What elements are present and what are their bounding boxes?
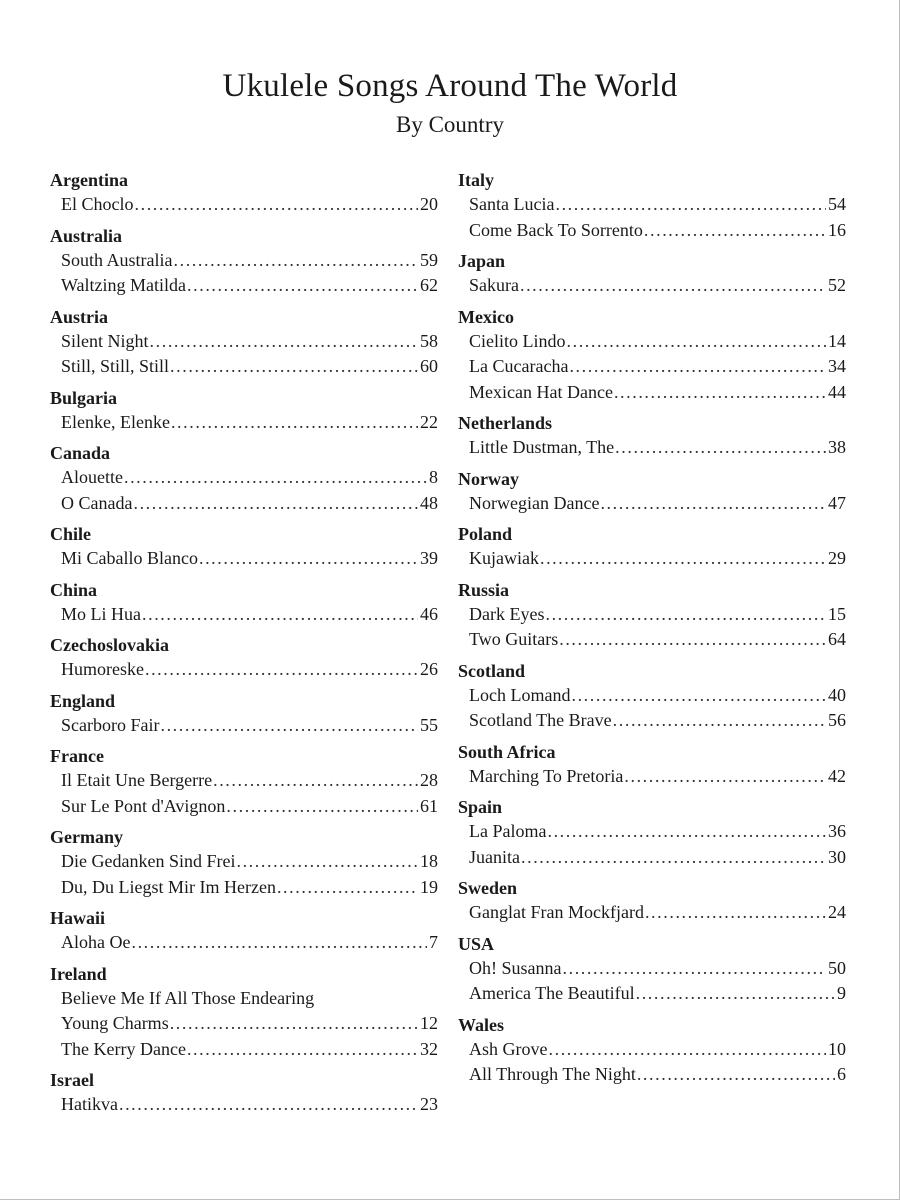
country-group <box>50 522 438 572</box>
dot-leader <box>170 1011 418 1037</box>
dot-leader <box>160 713 418 739</box>
song-title: Ash Grove <box>469 1038 548 1059</box>
dot-leader <box>540 546 826 572</box>
dot-leader <box>236 849 418 875</box>
song-entry <box>50 354 438 380</box>
song-title: Hatikva <box>61 1094 118 1114</box>
song-entry <box>50 465 438 491</box>
song-title: All Through The Night <box>469 1064 636 1084</box>
song-entry <box>50 248 438 274</box>
song-title-line <box>50 986 438 1012</box>
song-title: The Kerry Dance <box>61 1038 186 1059</box>
page-number: 54 <box>828 194 846 214</box>
song-title: Juanita <box>469 846 520 867</box>
dot-leader <box>559 627 826 653</box>
country-group <box>50 386 438 436</box>
dot-leader <box>624 764 826 790</box>
country-group <box>50 578 438 628</box>
song-entry <box>458 273 846 299</box>
country-heading: Norway <box>458 468 519 489</box>
page-number: 39 <box>420 548 438 568</box>
country-heading: Austria <box>50 306 108 327</box>
song-title: Mo Li Hua <box>61 603 141 624</box>
country-heading: Ireland <box>50 963 107 984</box>
country-group <box>458 168 846 243</box>
page-number: 42 <box>828 765 846 786</box>
song-title: La Paloma <box>469 821 547 841</box>
page-number: 52 <box>828 275 846 295</box>
song-title: Cielito Lindo <box>469 330 566 351</box>
song-entry <box>458 546 846 572</box>
page-number: 16 <box>828 219 846 240</box>
country-heading: Spain <box>458 797 503 817</box>
song-entry <box>458 627 846 653</box>
song-entry <box>50 410 438 436</box>
dot-leader <box>645 900 826 926</box>
page-number: 48 <box>420 492 438 513</box>
song-title: Marching To Pretoria <box>469 765 624 786</box>
song-title: Du, Du Liegst Mir Im Herzen <box>61 876 276 897</box>
country-group <box>458 578 846 653</box>
song-title: Die Gedanken Sind Frei <box>61 851 236 871</box>
page-number: 8 <box>429 467 438 487</box>
page-number: 44 <box>828 381 846 402</box>
country-heading: Argentina <box>50 170 128 190</box>
dot-leader <box>145 657 418 683</box>
song-title: Ganglat Fran Mockfjard <box>469 902 644 922</box>
song-title: Humoreske <box>61 659 144 679</box>
page-number: 14 <box>828 330 846 351</box>
page-number: 50 <box>828 957 846 978</box>
page-number: 9 <box>837 983 846 1003</box>
song-entry <box>458 845 846 871</box>
song-entry <box>50 849 438 875</box>
page-number: 7 <box>429 932 438 952</box>
song-entry <box>458 819 846 845</box>
song-title: America The Beautiful <box>469 983 635 1003</box>
country-group <box>458 467 846 517</box>
song-title: Loch Lomand <box>469 684 571 705</box>
song-entry <box>50 192 438 218</box>
country-group <box>458 932 846 1007</box>
song-entry <box>458 329 846 355</box>
page-number: 24 <box>828 902 846 922</box>
country-group <box>50 168 438 218</box>
page-title: Ukulele Songs Around The World <box>222 68 678 104</box>
country-heading: Italy <box>458 170 494 190</box>
country-heading: USA <box>458 933 495 954</box>
page-number: 28 <box>420 770 438 790</box>
index-column-right <box>458 168 846 1094</box>
dot-leader <box>569 354 826 380</box>
song-entry <box>458 1037 846 1063</box>
song-title: O Canada <box>61 492 133 513</box>
song-title: South Australia <box>61 249 173 270</box>
song-title: El Choclo <box>61 194 134 214</box>
song-title: Still, Still, Still <box>61 356 170 376</box>
page-number: 61 <box>420 795 438 816</box>
page-number: 60 <box>420 356 438 376</box>
song-entry <box>50 875 438 901</box>
song-title: Come Back To Sorrento <box>469 219 643 240</box>
dot-leader <box>187 273 418 299</box>
country-heading: Canada <box>50 443 111 463</box>
song-title: Elenke, Elenke <box>61 411 170 432</box>
dot-leader <box>187 1037 418 1063</box>
page-number: 55 <box>420 714 438 735</box>
dot-leader <box>567 329 827 355</box>
song-title: Waltzing Matilda <box>61 275 187 295</box>
dot-leader <box>636 981 835 1007</box>
country-group <box>50 825 438 900</box>
page-number: 12 <box>420 1013 438 1033</box>
song-entry <box>458 764 846 790</box>
dot-leader <box>614 380 826 406</box>
song-entry <box>458 1062 846 1088</box>
page-number: 22 <box>420 411 438 432</box>
country-heading: Russia <box>458 579 510 600</box>
dot-leader <box>226 794 418 820</box>
dot-leader <box>547 819 826 845</box>
country-heading: Bulgaria <box>50 387 118 408</box>
song-entry <box>50 1092 438 1118</box>
page-number: 38 <box>828 437 846 457</box>
country-heading: Czechoslovakia <box>50 635 169 655</box>
song-title: Scotland The Brave <box>469 710 612 730</box>
page-number: 19 <box>420 876 438 897</box>
dot-leader <box>545 602 826 628</box>
country-group <box>458 795 846 870</box>
page-number: 56 <box>828 710 846 730</box>
country-group <box>50 689 438 739</box>
country-heading: China <box>50 579 98 600</box>
song-entry <box>458 981 846 1007</box>
country-heading: Hawaii <box>50 908 106 928</box>
country-heading: Scotland <box>458 660 526 681</box>
country-heading: Poland <box>458 524 513 544</box>
song-title: Oh! Susanna <box>469 957 562 978</box>
song-title: Silent Night <box>61 330 149 351</box>
page-number: 18 <box>420 851 438 871</box>
song-entry <box>458 354 846 380</box>
song-entry <box>458 192 846 218</box>
country-heading: Wales <box>458 1014 505 1035</box>
dot-leader <box>170 354 418 380</box>
dot-leader <box>119 1092 418 1118</box>
country-heading: England <box>50 690 116 711</box>
country-group <box>458 740 846 790</box>
song-entry <box>50 768 438 794</box>
country-group <box>50 633 438 683</box>
country-group <box>50 962 438 1063</box>
song-entry <box>458 602 846 628</box>
page-number: 32 <box>420 1038 438 1059</box>
page-number: 10 <box>828 1038 846 1059</box>
song-entry <box>50 491 438 517</box>
song-entry <box>458 435 846 461</box>
country-heading: Australia <box>50 225 122 246</box>
song-entry <box>458 491 846 517</box>
song-entry <box>50 602 438 628</box>
dot-leader <box>142 602 418 628</box>
country-heading: Israel <box>50 1070 94 1090</box>
country-heading: Germany <box>50 827 123 847</box>
country-group <box>458 249 846 299</box>
song-entry <box>458 900 846 926</box>
song-title: Kujawiak <box>469 548 539 568</box>
song-entry <box>50 930 438 956</box>
song-entry <box>458 683 846 709</box>
dot-leader <box>563 956 827 982</box>
country-group <box>50 305 438 380</box>
country-group <box>50 1068 438 1118</box>
song-entry <box>458 956 846 982</box>
dot-leader <box>133 491 418 517</box>
dot-leader <box>555 192 826 218</box>
song-entry <box>458 708 846 734</box>
song-title: Dark Eyes <box>469 603 545 624</box>
index-column-left <box>50 168 438 1124</box>
page-number: 59 <box>420 249 438 270</box>
page-number: 20 <box>420 194 438 214</box>
country-group <box>50 744 438 819</box>
page-number: 30 <box>828 846 846 867</box>
page-number: 29 <box>828 548 846 568</box>
country-group <box>458 305 846 406</box>
country-group <box>50 906 438 956</box>
dot-leader <box>277 875 418 901</box>
song-title: Santa Lucia <box>469 194 555 214</box>
dot-leader <box>135 192 419 218</box>
song-entry <box>50 1011 438 1037</box>
page-number: 15 <box>828 603 846 624</box>
dot-leader <box>171 410 418 436</box>
song-title: Young Charms <box>61 1013 169 1033</box>
country-heading: Netherlands <box>458 413 552 433</box>
dot-leader <box>571 683 826 709</box>
song-title: Believe Me If All Those Endearing <box>61 987 315 1008</box>
page-number: 58 <box>420 330 438 351</box>
song-entry <box>50 657 438 683</box>
song-title: Sur Le Pont d'Avignon <box>61 795 226 816</box>
song-entry <box>50 273 438 299</box>
country-group <box>458 659 846 734</box>
country-heading: Japan <box>458 251 506 271</box>
dot-leader <box>549 1037 827 1063</box>
song-title: Norwegian Dance <box>469 492 600 513</box>
page-number: 36 <box>828 821 846 841</box>
country-group <box>50 441 438 516</box>
song-entry <box>50 329 438 355</box>
country-heading: Chile <box>50 524 92 544</box>
page-number: 23 <box>420 1094 438 1114</box>
dot-leader <box>521 845 826 871</box>
country-group <box>458 1013 846 1088</box>
page-number: 46 <box>420 603 438 624</box>
song-title: Il Etait Une Bergerre <box>61 770 213 790</box>
country-heading: South Africa <box>458 741 556 762</box>
dot-leader <box>615 435 826 461</box>
dot-leader <box>213 768 418 794</box>
dot-leader <box>131 930 427 956</box>
song-title: Two Guitars <box>469 629 559 649</box>
dot-leader <box>124 465 427 491</box>
country-heading: Mexico <box>458 306 514 327</box>
country-group <box>50 224 438 299</box>
country-group <box>458 522 846 572</box>
song-entry <box>50 546 438 572</box>
song-title: Little Dustman, The <box>469 437 615 457</box>
dot-leader <box>613 708 826 734</box>
dot-leader <box>150 329 418 355</box>
country-group <box>458 411 846 461</box>
page-number: 40 <box>828 684 846 705</box>
dot-leader <box>520 273 826 299</box>
country-heading: Sweden <box>458 878 518 898</box>
page-number: 64 <box>828 629 846 649</box>
song-title: Alouette <box>61 467 123 487</box>
song-entry <box>458 218 846 244</box>
song-entry <box>50 794 438 820</box>
song-title: Mexican Hat Dance <box>469 381 613 402</box>
song-title: La Cucaracha <box>469 356 569 376</box>
song-title: Sakura <box>469 275 519 295</box>
song-title: Scarboro Fair <box>61 714 160 735</box>
country-group <box>458 876 846 926</box>
page-number: 6 <box>837 1064 846 1084</box>
dot-leader <box>199 546 418 572</box>
page-number: 34 <box>828 356 846 376</box>
song-entry <box>458 380 846 406</box>
page-subtitle: By Country <box>396 112 504 137</box>
dot-leader <box>174 248 419 274</box>
dot-leader <box>644 218 826 244</box>
song-title: Aloha Oe <box>61 932 131 952</box>
dot-leader <box>637 1062 835 1088</box>
page-number: 26 <box>420 659 438 679</box>
country-heading: France <box>50 746 104 766</box>
song-entry <box>50 713 438 739</box>
page-number: 47 <box>828 492 846 513</box>
song-entry <box>50 1037 438 1063</box>
song-title: Mi Caballo Blanco <box>61 548 198 568</box>
page-number: 62 <box>420 275 438 295</box>
dot-leader <box>600 491 826 517</box>
